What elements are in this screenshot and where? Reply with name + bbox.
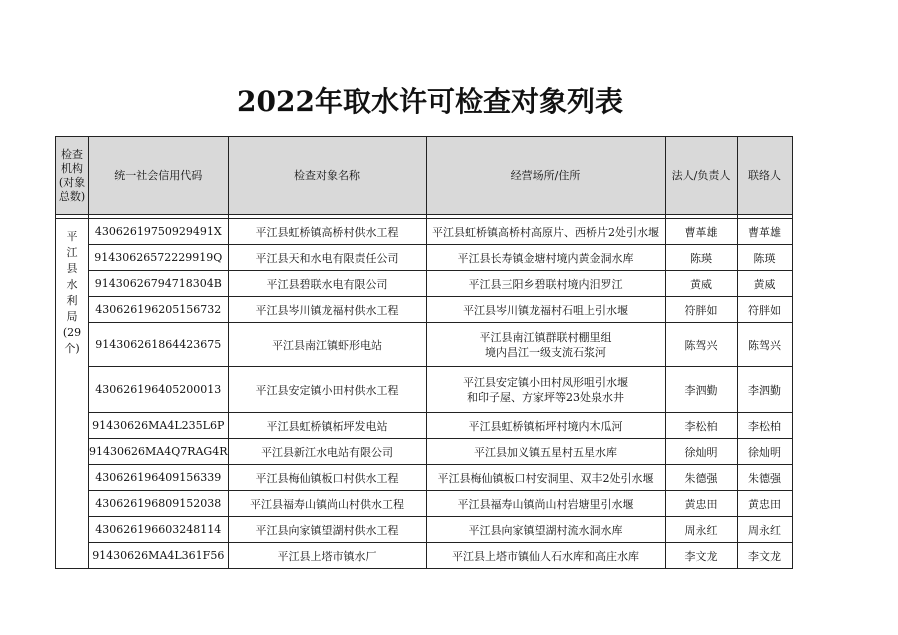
org-label-char: 水 (66, 278, 78, 291)
table-row (56, 271, 793, 297)
org-label-char: 个) (64, 342, 80, 355)
org-label-char: 平 (66, 230, 78, 243)
address-line: 平江县上塔市镇仙人石水库和高庄水库 (452, 549, 640, 563)
credit-code-cell: 430626196405200013 (89, 367, 229, 413)
object-name-cell: 平江县碧联水电有限公司 (228, 271, 426, 297)
table-row (56, 491, 793, 517)
credit-code-cell: 91430626794718304B (89, 271, 229, 297)
header-org: 检查 机构 (对象 总数) (56, 137, 89, 215)
contact-cell: 符胖如 (737, 297, 792, 323)
credit-code-cell: 43062619750929491X (89, 219, 229, 245)
address-line: 平江县向家镇望湖村流水洞水库 (468, 523, 623, 537)
table-row (56, 465, 793, 491)
table-row (56, 439, 793, 465)
object-name-cell: 平江县虹桥镇高桥村供水工程 (228, 219, 426, 245)
object-name-cell: 平江县新江水电站有限公司 (228, 439, 426, 465)
contact-cell: 黄忠田 (737, 491, 792, 517)
credit-code-cell: 91430626572229919Q (89, 245, 229, 271)
object-name-cell: 平江县向家镇望湖村供水工程 (228, 517, 426, 543)
credit-code-cell: 430626196409156339 (89, 465, 229, 491)
address-line: 和印子屋、方家坪等23处泉水井 (467, 390, 625, 404)
contact-cell: 黄威 (737, 271, 792, 297)
credit-code-cell: 91430626MA4L361F56 (89, 543, 229, 569)
credit-code-cell: 430626196809152038 (89, 491, 229, 517)
contact-cell: 曹革雄 (737, 219, 792, 245)
object-name-cell: 平江县虹桥镇柘坪发电站 (228, 413, 426, 439)
org-label-char: 县 (66, 262, 78, 275)
address-line: 平江县岑川镇龙福村石咀上引水堰 (463, 303, 629, 317)
object-name-cell: 平江县梅仙镇板口村供水工程 (228, 465, 426, 491)
page-title: 2022年取水许可检查对象列表 (237, 85, 623, 118)
inspection-table (55, 136, 793, 569)
table-row (56, 367, 793, 413)
object-name-cell: 平江县南江镇虾形电站 (228, 323, 426, 367)
legal-person-cell: 陈驾兴 (665, 323, 737, 367)
address-cell (426, 219, 665, 245)
contact-cell: 周永红 (737, 517, 792, 543)
address-cell (426, 323, 665, 367)
table-row (56, 245, 793, 271)
contact-cell: 徐灿明 (737, 439, 792, 465)
legal-person-cell: 李文龙 (665, 543, 737, 569)
address-cell (426, 245, 665, 271)
table-row (56, 323, 793, 367)
address-line: 境内昌江一级支流石浆河 (485, 345, 607, 359)
address-line: 平江县虹桥镇柘坪村境内木瓜河 (468, 419, 623, 433)
object-name-cell: 平江县安定镇小田村供水工程 (228, 367, 426, 413)
object-name-cell: 平江县天和水电有限责任公司 (228, 245, 426, 271)
address-cell (426, 491, 665, 517)
contact-cell: 李文龙 (737, 543, 792, 569)
table-row (56, 517, 793, 543)
legal-person-cell: 符胖如 (665, 297, 737, 323)
address-line: 平江县福寿山镇尚山村岩塘里引水堰 (457, 497, 634, 511)
address-line: 平江县三阳乡碧联村境内汨罗江 (468, 277, 623, 291)
table-row (56, 219, 793, 245)
contact-cell: 朱德强 (737, 465, 792, 491)
address-cell (426, 271, 665, 297)
legal-person-cell: 陈瑛 (665, 245, 737, 271)
contact-cell: 陈瑛 (737, 245, 792, 271)
address-line: 平江县南江镇群联村棚里组 (479, 330, 612, 344)
legal-person-cell: 黄威 (665, 271, 737, 297)
header-row (56, 137, 793, 215)
org-label-char: 江 (66, 246, 78, 259)
address-cell (426, 439, 665, 465)
credit-code-cell: 430626196205156732 (89, 297, 229, 323)
table-row (56, 543, 793, 569)
address-line: 平江县加义镇五星村五星水库 (474, 445, 618, 459)
address-cell (426, 367, 665, 413)
org-label-char: (29 (62, 326, 82, 339)
org-label-char: 局 (66, 310, 78, 323)
header-address: 经营场所/住所 (426, 137, 665, 215)
credit-code-cell: 430626196603248114 (89, 517, 229, 543)
address-line: 平江县梅仙镇板口村安洞里、双丰2处引水堰 (437, 471, 654, 485)
address-cell (426, 543, 665, 569)
contact-cell: 李松柏 (737, 413, 792, 439)
credit-code-cell: 91430626MA4L235L6P (89, 413, 229, 439)
address-line: 平江县长寿镇金塘村境内黄金洞水库 (457, 251, 634, 265)
header-contact: 联络人 (737, 137, 792, 215)
credit-code-cell: 91430626MA4Q7RAG4R (89, 439, 229, 465)
object-name-cell: 平江县上塔市镇水厂 (228, 543, 426, 569)
org-label-char: 利 (66, 294, 78, 307)
legal-person-cell: 李泗勤 (665, 367, 737, 413)
legal-person-cell: 黄忠田 (665, 491, 737, 517)
address-line: 平江县虹桥镇高桥村高原片、西桥片2处引水堰 (432, 225, 660, 239)
address-cell (426, 297, 665, 323)
org-cell (56, 219, 89, 569)
table-row (56, 297, 793, 323)
object-name-cell: 平江县福寿山镇尚山村供水工程 (228, 491, 426, 517)
header-object-name: 检查对象名称 (228, 137, 426, 215)
legal-person-cell: 周永红 (665, 517, 737, 543)
address-cell (426, 413, 665, 439)
header-credit-code: 统一社会信用代码 (89, 137, 229, 215)
address-line: 平江县安定镇小田村凤形咀引水堰 (463, 375, 629, 389)
contact-cell: 陈驾兴 (737, 323, 792, 367)
header-legal-person: 法人/负责人 (665, 137, 737, 215)
legal-person-cell: 朱德强 (665, 465, 737, 491)
credit-code-cell: 914306261864423675 (89, 323, 229, 367)
legal-person-cell: 李松柏 (665, 413, 737, 439)
address-cell (426, 465, 665, 491)
legal-person-cell: 徐灿明 (665, 439, 737, 465)
contact-cell: 李泗勤 (737, 367, 792, 413)
table-row (56, 413, 793, 439)
object-name-cell: 平江县岑川镇龙福村供水工程 (228, 297, 426, 323)
address-cell (426, 517, 665, 543)
legal-person-cell: 曹革雄 (665, 219, 737, 245)
